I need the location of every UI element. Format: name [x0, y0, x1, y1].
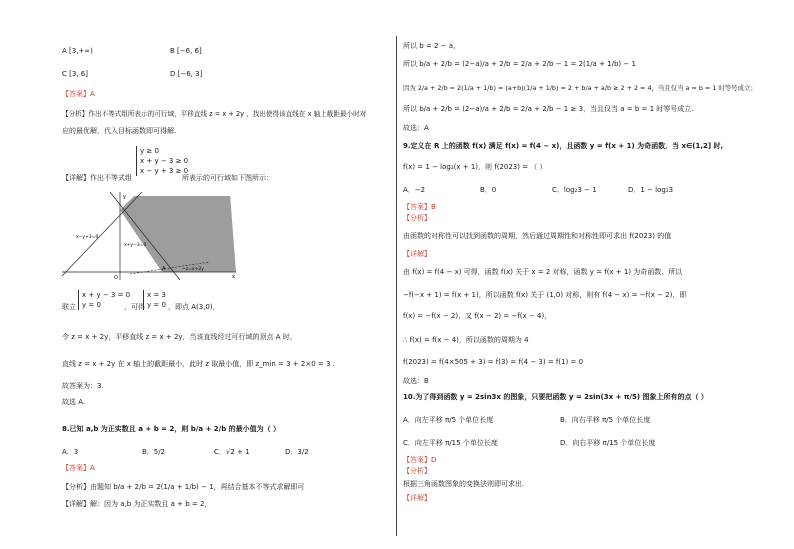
graph-label-origin: O — [114, 275, 118, 281]
join-suffix: ，即点 A(3,0)， — [168, 303, 220, 311]
analysis-10-header: 【分析】 — [403, 467, 431, 475]
q10-option-c: C．向左平移 π/15 个单位长度 — [403, 439, 498, 447]
join-system-2-row-2: y = 0 — [147, 301, 166, 309]
feasible-region-graph — [60, 190, 240, 282]
system-row-1: y ≥ 0 — [140, 147, 159, 155]
graph-label-y: y — [123, 194, 126, 200]
q9-option-d: D．1 − log₂3 — [628, 186, 674, 194]
detail-9-line5: f(2023) = f(4×505 + 3) = f(3) = f(4 − 3) = f(1) = 0 — [403, 358, 584, 366]
detail-9-header: 【详解】 — [403, 250, 431, 258]
question-9-line2: f(x) = 1 − log₂(x + 1)，则 f(2023) = （ ） — [403, 163, 547, 171]
answer-7: 【答案】A — [62, 90, 95, 98]
question-9-line1: 9.定义在 R 上的函数 f(x) 满足 f(x) = f(4 − x)，且函数 y = f(x + 1) 为奇函数．当 x∈(1,2] 时, — [403, 142, 724, 150]
q7-option-b: B [−6, 6] — [170, 47, 202, 55]
answer-10: 【答案】D — [403, 456, 437, 464]
analysis-7-line1: 【分析】作出不等式组所表示的可行域，平移直线 z = x + 2y ，找出使得该直线在 x 轴上截距最小时对 — [62, 110, 367, 118]
graph-label-x: x — [232, 274, 235, 280]
system-row-2: x + y − 3 ≥ 0 — [140, 157, 189, 165]
choose-9: 故选：B — [403, 377, 429, 385]
line-move-text: 令 z = x + 2y，平移直线 z = x + 2y，当该直线经过可行域的顶点 A 时， — [62, 333, 297, 341]
q8-option-d: D．3/2 — [285, 448, 309, 456]
analysis-9-header: 【分析】 — [403, 214, 431, 222]
join-system-1-row-1: x + y − 3 = 0 — [82, 291, 131, 299]
detail-7-prefix: 【详解】作出不等式组 — [62, 174, 132, 182]
join-system-2 — [143, 290, 166, 310]
right-line-4: 所以 b/a + 2/b = (2−a)/a + 2/b = 2/a + 2/b − 1 ≥ 3，当且仅当 a = b = 1 时等号成立. — [403, 105, 694, 113]
q8-option-b: B．5/2 — [142, 448, 166, 456]
detail-7-suffix: 所表示的可行域如下图所示： — [182, 174, 273, 182]
choose-7: 故选 A. — [62, 398, 86, 406]
inequality-system — [136, 146, 188, 176]
detail-9-line3: f(x) = −f(x − 2)，又 f(x − 2) = −f(x − 4)， — [403, 312, 552, 320]
answer-8: 【答案】A — [62, 464, 95, 472]
q7-option-c: C [3, 6] — [62, 70, 88, 78]
q10-option-b: B．向右平移 π/5 个单位长度 — [560, 416, 651, 424]
graph-label-eq3: −z=x+2y — [182, 267, 204, 272]
graph-label-eq1: x−y+3=0 — [76, 235, 99, 240]
analysis-7-line2: 应的最优解，代入目标函数即可得解. — [62, 127, 177, 135]
detail-9-line4: ∴ f(x) = f(x − 4)，所以函数的周期为 4 — [403, 336, 529, 344]
analysis-9: 由函数的对称性可以找到函数的周期，然后通过周期性和对称性即可求出 f(2023) 的值 — [403, 232, 672, 240]
q9-option-b: B．0 — [480, 186, 497, 194]
detail-8: 【详解】解：因为 a,b 为正实数且 a + b = 2， — [62, 500, 212, 508]
detail-9-line2: −f(−x + 1) = f(x + 1)，所以函数 f(x) 关于 (1,0) 对称，则有 f(4 − x) = −f(x − 2)，即 — [403, 291, 687, 299]
q9-option-c: C．log₂3 − 1 — [552, 186, 597, 194]
system-row-3: x − y + 3 ≥ 0 — [140, 167, 189, 175]
analysis-10: 根据三角函数图象的变换法则即可求出. — [403, 480, 525, 488]
join-mid: ，可得 — [124, 303, 145, 311]
join-system-2-row-1: x = 3 — [147, 291, 166, 299]
q10-option-d: D．向右平移 π/15 个单位长度 — [560, 439, 656, 447]
right-line-5: 故选：A — [403, 124, 429, 132]
q8-option-c: C．√2 + 1 — [214, 448, 250, 456]
graph-label-eq2: x+y−3=0 — [124, 243, 147, 248]
q10-option-a: A．向左平移 π/5 个单位长度 — [403, 416, 494, 424]
question-8: 8.已知 a,b 为正实数且 a + b = 2，则 b/a + 2/b 的最小值为（ ） — [62, 425, 281, 433]
graph-label-a: A — [162, 266, 166, 272]
answer-9: 【答案】B — [403, 203, 436, 211]
right-line-1: 所以 b = 2 − a， — [403, 42, 461, 50]
answer-is-text: 故答案为：3. — [62, 382, 104, 390]
analysis-8: 【分析】由题知 b/a + 2/b = 2(1/a + 1/b) − 1，再结合基本不等式求解即可 — [62, 483, 305, 491]
q7-option-d: D [−6, 3] — [170, 70, 203, 78]
join-system-1 — [78, 290, 130, 310]
q8-option-a: A．3 — [62, 448, 79, 456]
join-system-1-row-2: y = 0 — [82, 301, 101, 309]
detail-10-header: 【详解】 — [403, 494, 431, 502]
right-line-3: 因为 2/a + 2/b = 2(1/a + 1/b) = (a+b)(1/a + 1/b) = 2 + b/a + a/b ≥ 2 + 2 = 4，当且仅当 a = b = 1 时等号成立； — [403, 84, 757, 92]
q7-option-a: A [3,+∞) — [62, 47, 93, 55]
right-line-2: 所以 b/a + 2/b = (2−a)/a + 2/b = 2/a + 2/b − 1 = 2(1/a + 1/b) − 1 — [403, 60, 636, 68]
detail-9-line1: 由 f(x) = f(4 − x) 可得，函数 f(x) 关于 x = 2 对称，函数 y = f(x + 1) 为奇函数，所以 — [403, 268, 683, 276]
q9-option-a: A．−2 — [403, 186, 426, 194]
question-10: 10.为了得到函数 y = 2sin3x 的图象，只要把函数 y = 2sin(3x + π/5) 图象上所有的点（ ） — [403, 393, 708, 401]
line-min-text: 直线 z = x + 2y 在 x 轴上的截距最小，此时 z 取最小值，即 z_min = 3 + 2×0 = 3 . — [62, 360, 335, 368]
feasible-region — [120, 194, 236, 272]
line-x-minus-y-plus-3 — [62, 192, 142, 276]
column-divider — [396, 36, 397, 536]
join-prefix: 联立 — [62, 303, 76, 311]
